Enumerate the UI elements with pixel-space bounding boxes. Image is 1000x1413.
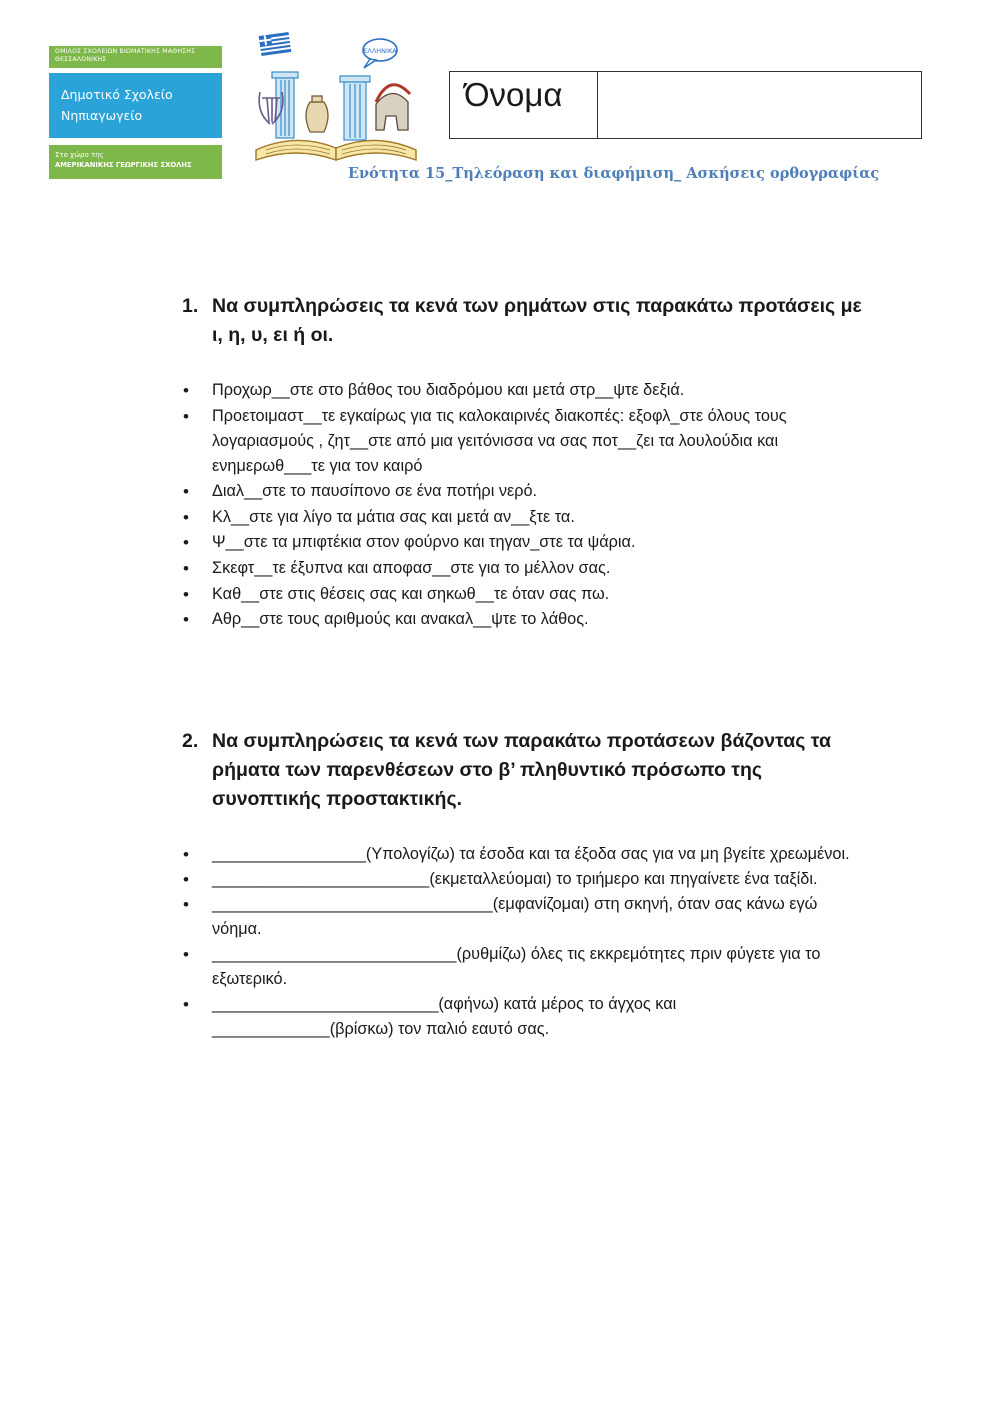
list-item: • Σκεφτ__τε έξυπνα και αποφασ__στε για το μέλλον σας. <box>182 556 862 581</box>
exercise1-heading <box>182 292 862 350</box>
list-item: • ________________________(εκμεταλλεύομαι) το τριήμερο και πηγαίνετε ένα ταξίδι. <box>182 867 862 892</box>
vase-icon <box>306 96 328 132</box>
logo-bottom-line1: Στο χώρο της <box>55 151 104 159</box>
logo-school-line2: Νηπιαγωγείο <box>61 108 143 123</box>
list-item: • _______________________________(εμφανίζομαι) στη σκηνή, όταν σας κάνω εγώ νόημα. <box>182 892 862 942</box>
column-icon <box>340 76 370 140</box>
school-logo <box>49 46 222 179</box>
exercise2-number: 2. <box>182 730 199 752</box>
list-item: • _________________(Υπολογίζω) τα έσοδα και τα έξοδα σας για να μη βγείτε χρεωμένοι. <box>182 842 862 867</box>
logo-school-line1: Δημοτικό Σχολείο <box>61 87 173 102</box>
logo-school-name <box>49 73 222 138</box>
unit-title: Ενότητα 15_Τηλεόραση και διαφήμιση_ Ασκήσεις ορθογραφίας <box>348 165 880 182</box>
list-item: • Προχωρ__στε στο βάθος του διαδρόμου και μετά στρ__ψτε δεξιά. <box>182 378 862 403</box>
exercise1-instruction: Να συμπληρώσεις τα κενά των ρημάτων στις παρακάτω προτάσεις με ι, η, υ, ει ή οι. <box>212 295 862 346</box>
list-item: • ___________________________(ρυθμίζω) όλες τις εκκρεμότητες πριν φύγετε για το εξωτερικό. <box>182 942 862 992</box>
list-item: • Αθρ__στε τους αριθμούς και ανακαλ__ψτε το λάθος. <box>182 607 862 632</box>
list-item: • Καθ__στε στις θέσεις σας και σηκωθ__τε όταν σας πω. <box>182 582 862 607</box>
greek-flag-icon <box>259 32 291 56</box>
exercise1-number: 1. <box>182 295 199 317</box>
logo-group-name: ΟΜΙΛΟΣ ΣΧΟΛΕΙΩΝ ΒΙΩΜΑΤΙΚΗΣ ΜΑΘΗΣΗΣ ΘΕΣΣΑΛΟΝΙΚΗΣ <box>49 46 222 68</box>
exercise1-list <box>182 378 862 633</box>
logo-location <box>49 145 222 179</box>
exercise2-instruction: Να συμπληρώσεις τα κενά των παρακάτω προτάσεων βάζοντας τα ρήματα των παρενθέσεων στο β’ πληθυντικό πρόσωπο της συνοπτικής προστακτικής. <box>212 730 831 810</box>
exercise2-heading <box>182 727 862 814</box>
list-item: • Ψ__στε τα μπιφτέκια στον φούρνο και τηγαν_στε τα ψάρια. <box>182 530 862 555</box>
list-item: • _________________________(αφήνω) κατά μέρος το άγχος και _____________(βρίσκω) τον παλιό εαυτό σας. <box>182 992 862 1042</box>
greek-culture-illustration <box>252 32 420 164</box>
open-book-icon <box>256 140 416 160</box>
helmet-icon <box>376 85 410 130</box>
list-item: • Κλ__στε για λίγο τα μάτια σας και μετά αν__ξτε τα. <box>182 505 862 530</box>
name-field[interactable] <box>598 72 921 138</box>
speech-bubble-icon <box>363 39 397 68</box>
name-label: Όνομα <box>450 72 598 138</box>
svg-text:ΕΛΛΗΝΙΚΑ: ΕΛΛΗΝΙΚΑ <box>363 47 397 55</box>
list-item: • Προετοιμαστ__τε εγκαίρως για τις καλοκαιρινές διακοπές: εξοφλ_στε όλους τους λογαριασμούς , ζητ__στε από μια γειτόνισσα να σας ποτ__ζει τα λουλούδια και ενημερωθ___τε για τον καιρό <box>182 404 862 479</box>
list-item: • Διαλ__στε το παυσίπονο σε ένα ποτήρι νερό. <box>182 479 862 504</box>
logo-bottom-line2: ΑΜΕΡΙΚΑΝΙΚΗΣ ΓΕΩΡΓΙΚΗΣ ΣΧΟΛΗΣ <box>55 161 192 169</box>
exercise2-list <box>182 842 862 1042</box>
name-box <box>449 71 922 139</box>
